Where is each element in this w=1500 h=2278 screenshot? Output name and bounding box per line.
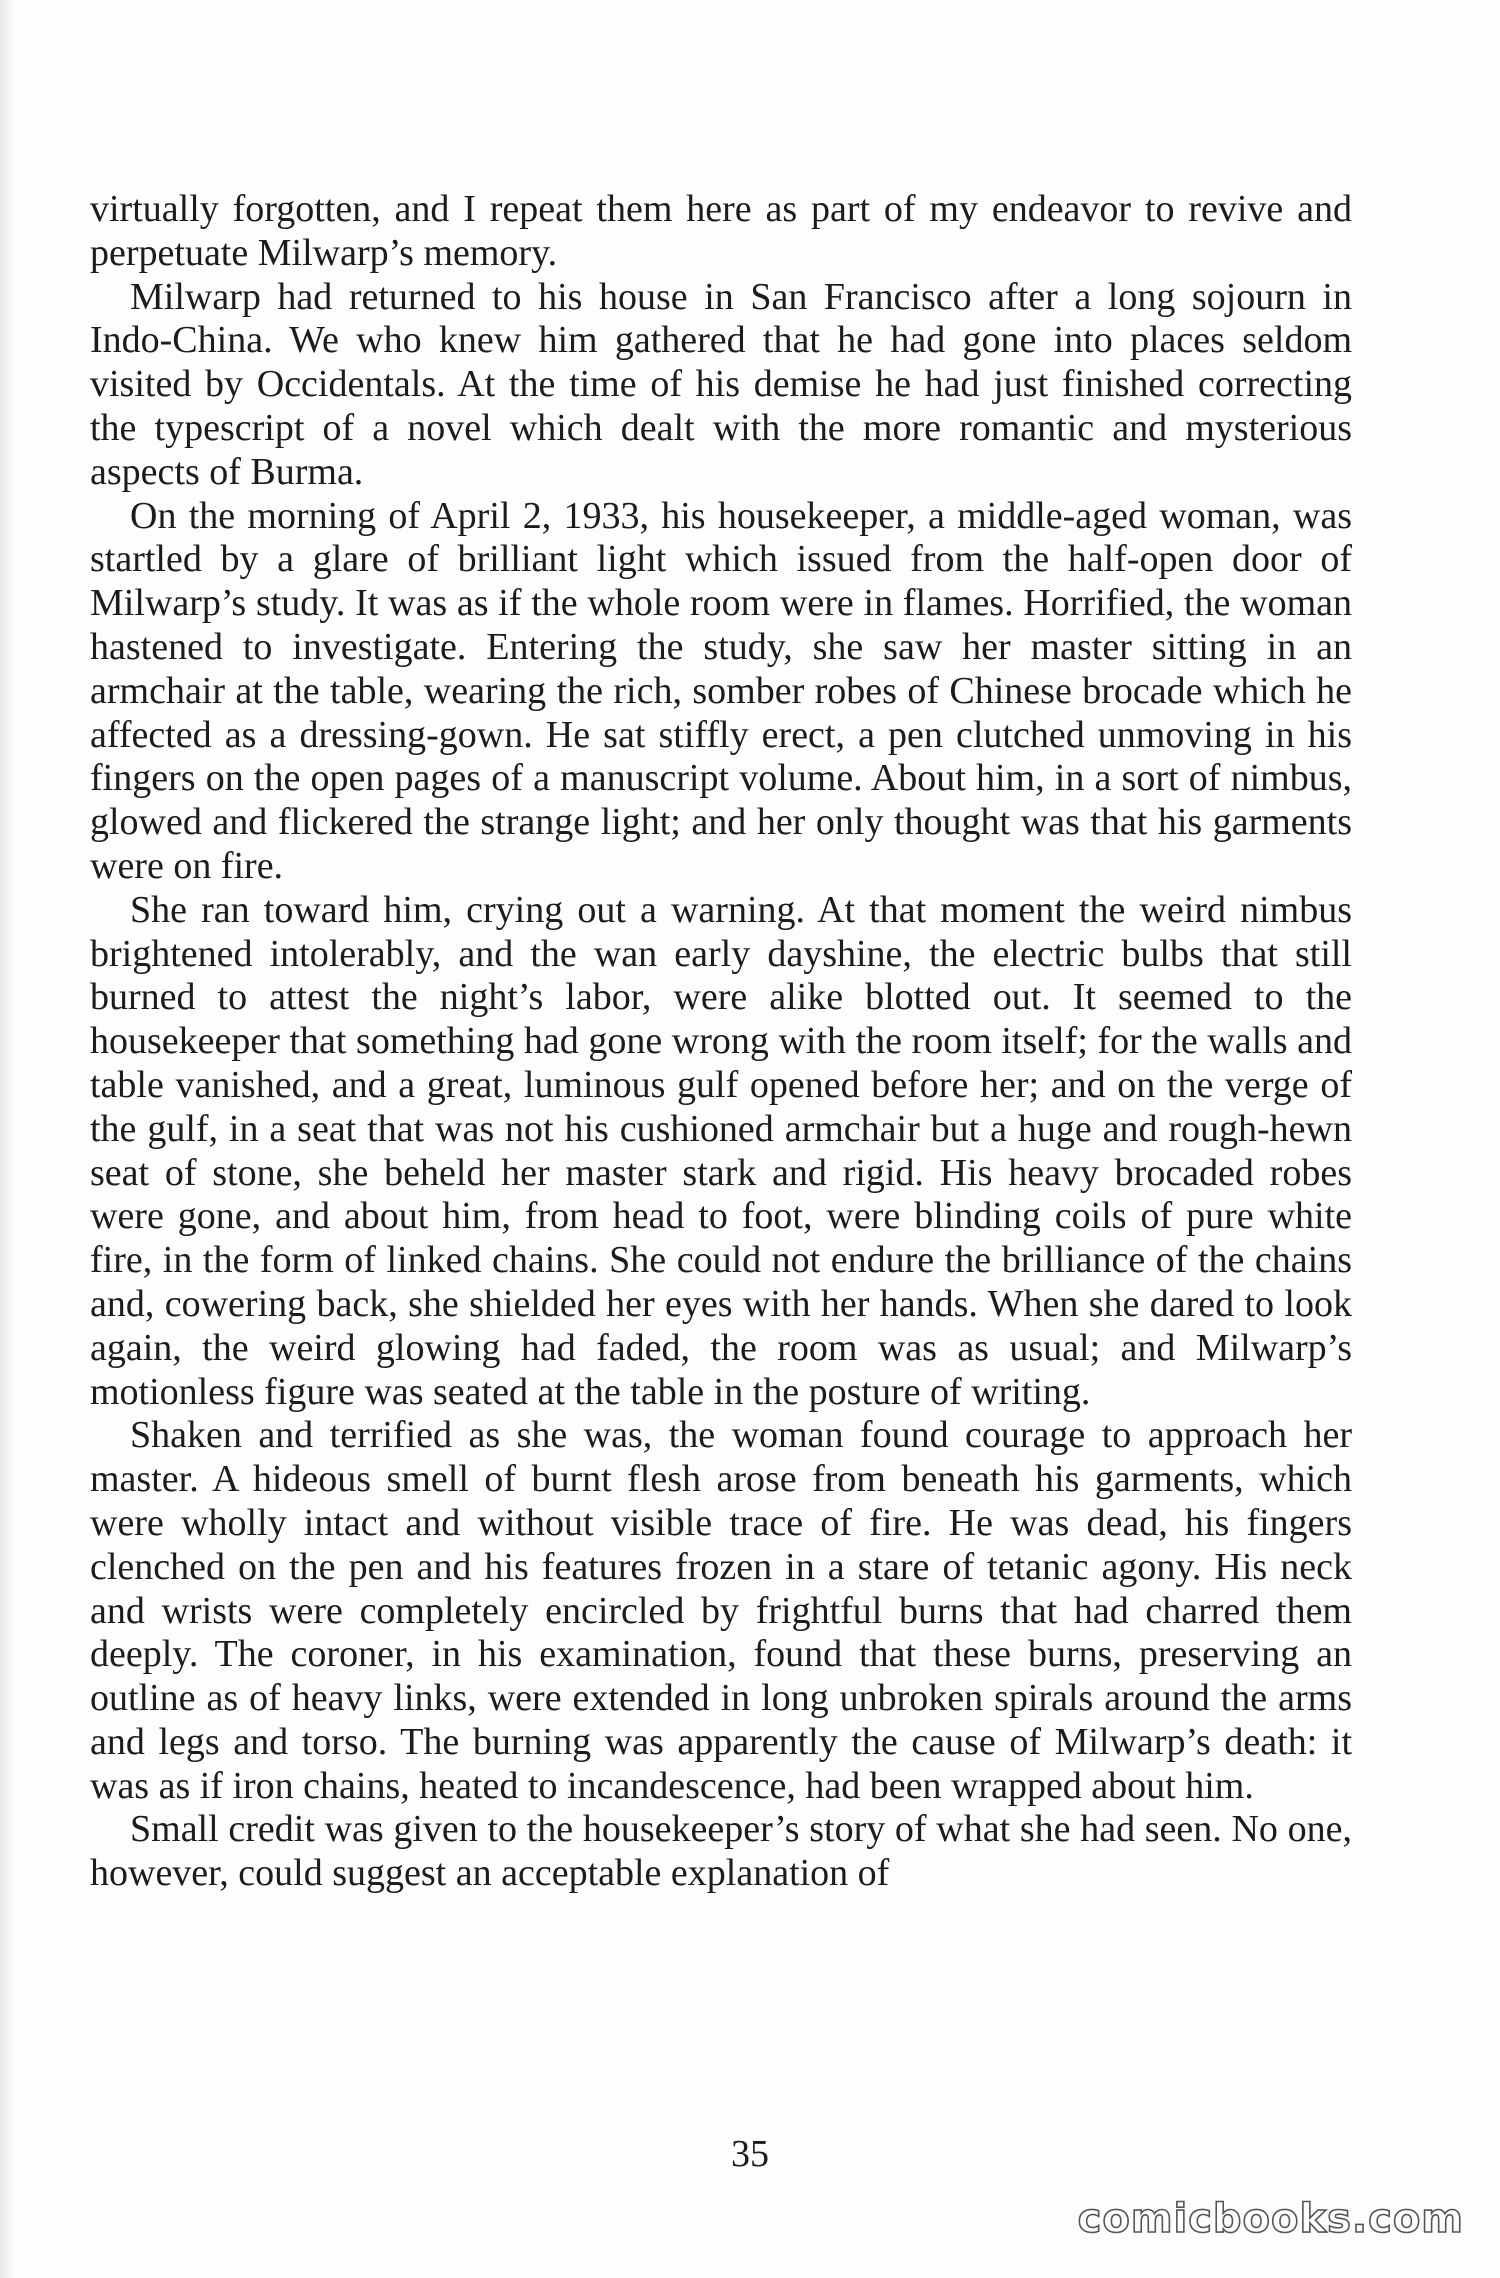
paragraph-5: Shaken and terrified as she was, the woman found courage to approach her master. A hideous smell of burnt flesh arose from beneath his garments, which were wholly intact and without visible trace of fire. He was dead, his fingers clenched on the pen and his features frozen in a stare of tetanic agony. His neck and wrists were completely encircled by frightful burns that had charred them deeply. The coroner, in his examination, found that these burns, preserving an outline as of heavy links, were extended in long unbroken spirals around the arms and legs and torso. The burning was apparently the cause of Milwarp’s death: it was as if iron chains, heated to incandescence, had been wrapped about him. <box>90 1414 1352 1807</box>
page-edge-shadow <box>0 0 14 2278</box>
page-number: 35 <box>731 2133 769 2175</box>
paragraph-3: On the morning of April 2, 1933, his housekeeper, a middle-aged woman, was startled by a glare of brilliant light which issued from the half-open door of Milwarp’s study. It was as if the whole room were in flames. Horrified, the woman hastened to investigate. Entering the study, she saw her master sitting in an armchair at the table, wearing the rich, somber robes of Chinese brocade which he affected as a dressing-gown. He sat stiffly erect, a pen clutched unmoving in his fingers on the open pages of a manuscript volume. About him, in a sort of nimbus, glowed and flickered the strange light; and her only thought was that his garments were on fire. <box>90 494 1352 887</box>
body-text <box>90 188 1352 1896</box>
watermark-logo: comicbooks.com <box>1077 2196 1464 2242</box>
paragraph-6: Small credit was given to the housekeeper’s story of what she had seen. No one, however, could suggest an acceptable explanation of <box>90 1808 1352 1895</box>
paragraph-1: virtually forgotten, and I repeat them here as part of my endeavor to revive and perpetuate Milwarp’s memory. <box>90 188 1352 274</box>
paragraph-2: Milwarp had returned to his house in San Francisco after a long sojourn in Indo-China. We who knew him gathered that he had gone into places seldom visited by Occidentals. At the time of his demise he had just finished correcting the typescript of a novel which dealt with the more romantic and mysterious aspects of Burma. <box>90 275 1352 493</box>
paragraph-4: She ran toward him, crying out a warning. At that moment the weird nimbus brightened intolerably, and the wan early dayshine, the electric bulbs that still burned to attest the night’s labor, were alike blotted out. It seemed to the housekeeper that something had gone wrong with the room itself; for the walls and table vanished, and a great, luminous gulf opened before her; and on the verge of the gulf, in a seat that was not his cushioned armchair but a huge and rough-hewn seat of stone, she beheld her master stark and rigid. His heavy brocaded robes were gone, and about him, from head to foot, were blinding coils of pure white fire, in the form of linked chains. She could not endure the brilliance of the chains and, cowering back, she shielded her eyes with her hands. When she dared to look again, the weird glowing had faded, the room was as usual; and Milwarp’s motionless figure was seated at the table in the posture of writing. <box>90 888 1352 1413</box>
